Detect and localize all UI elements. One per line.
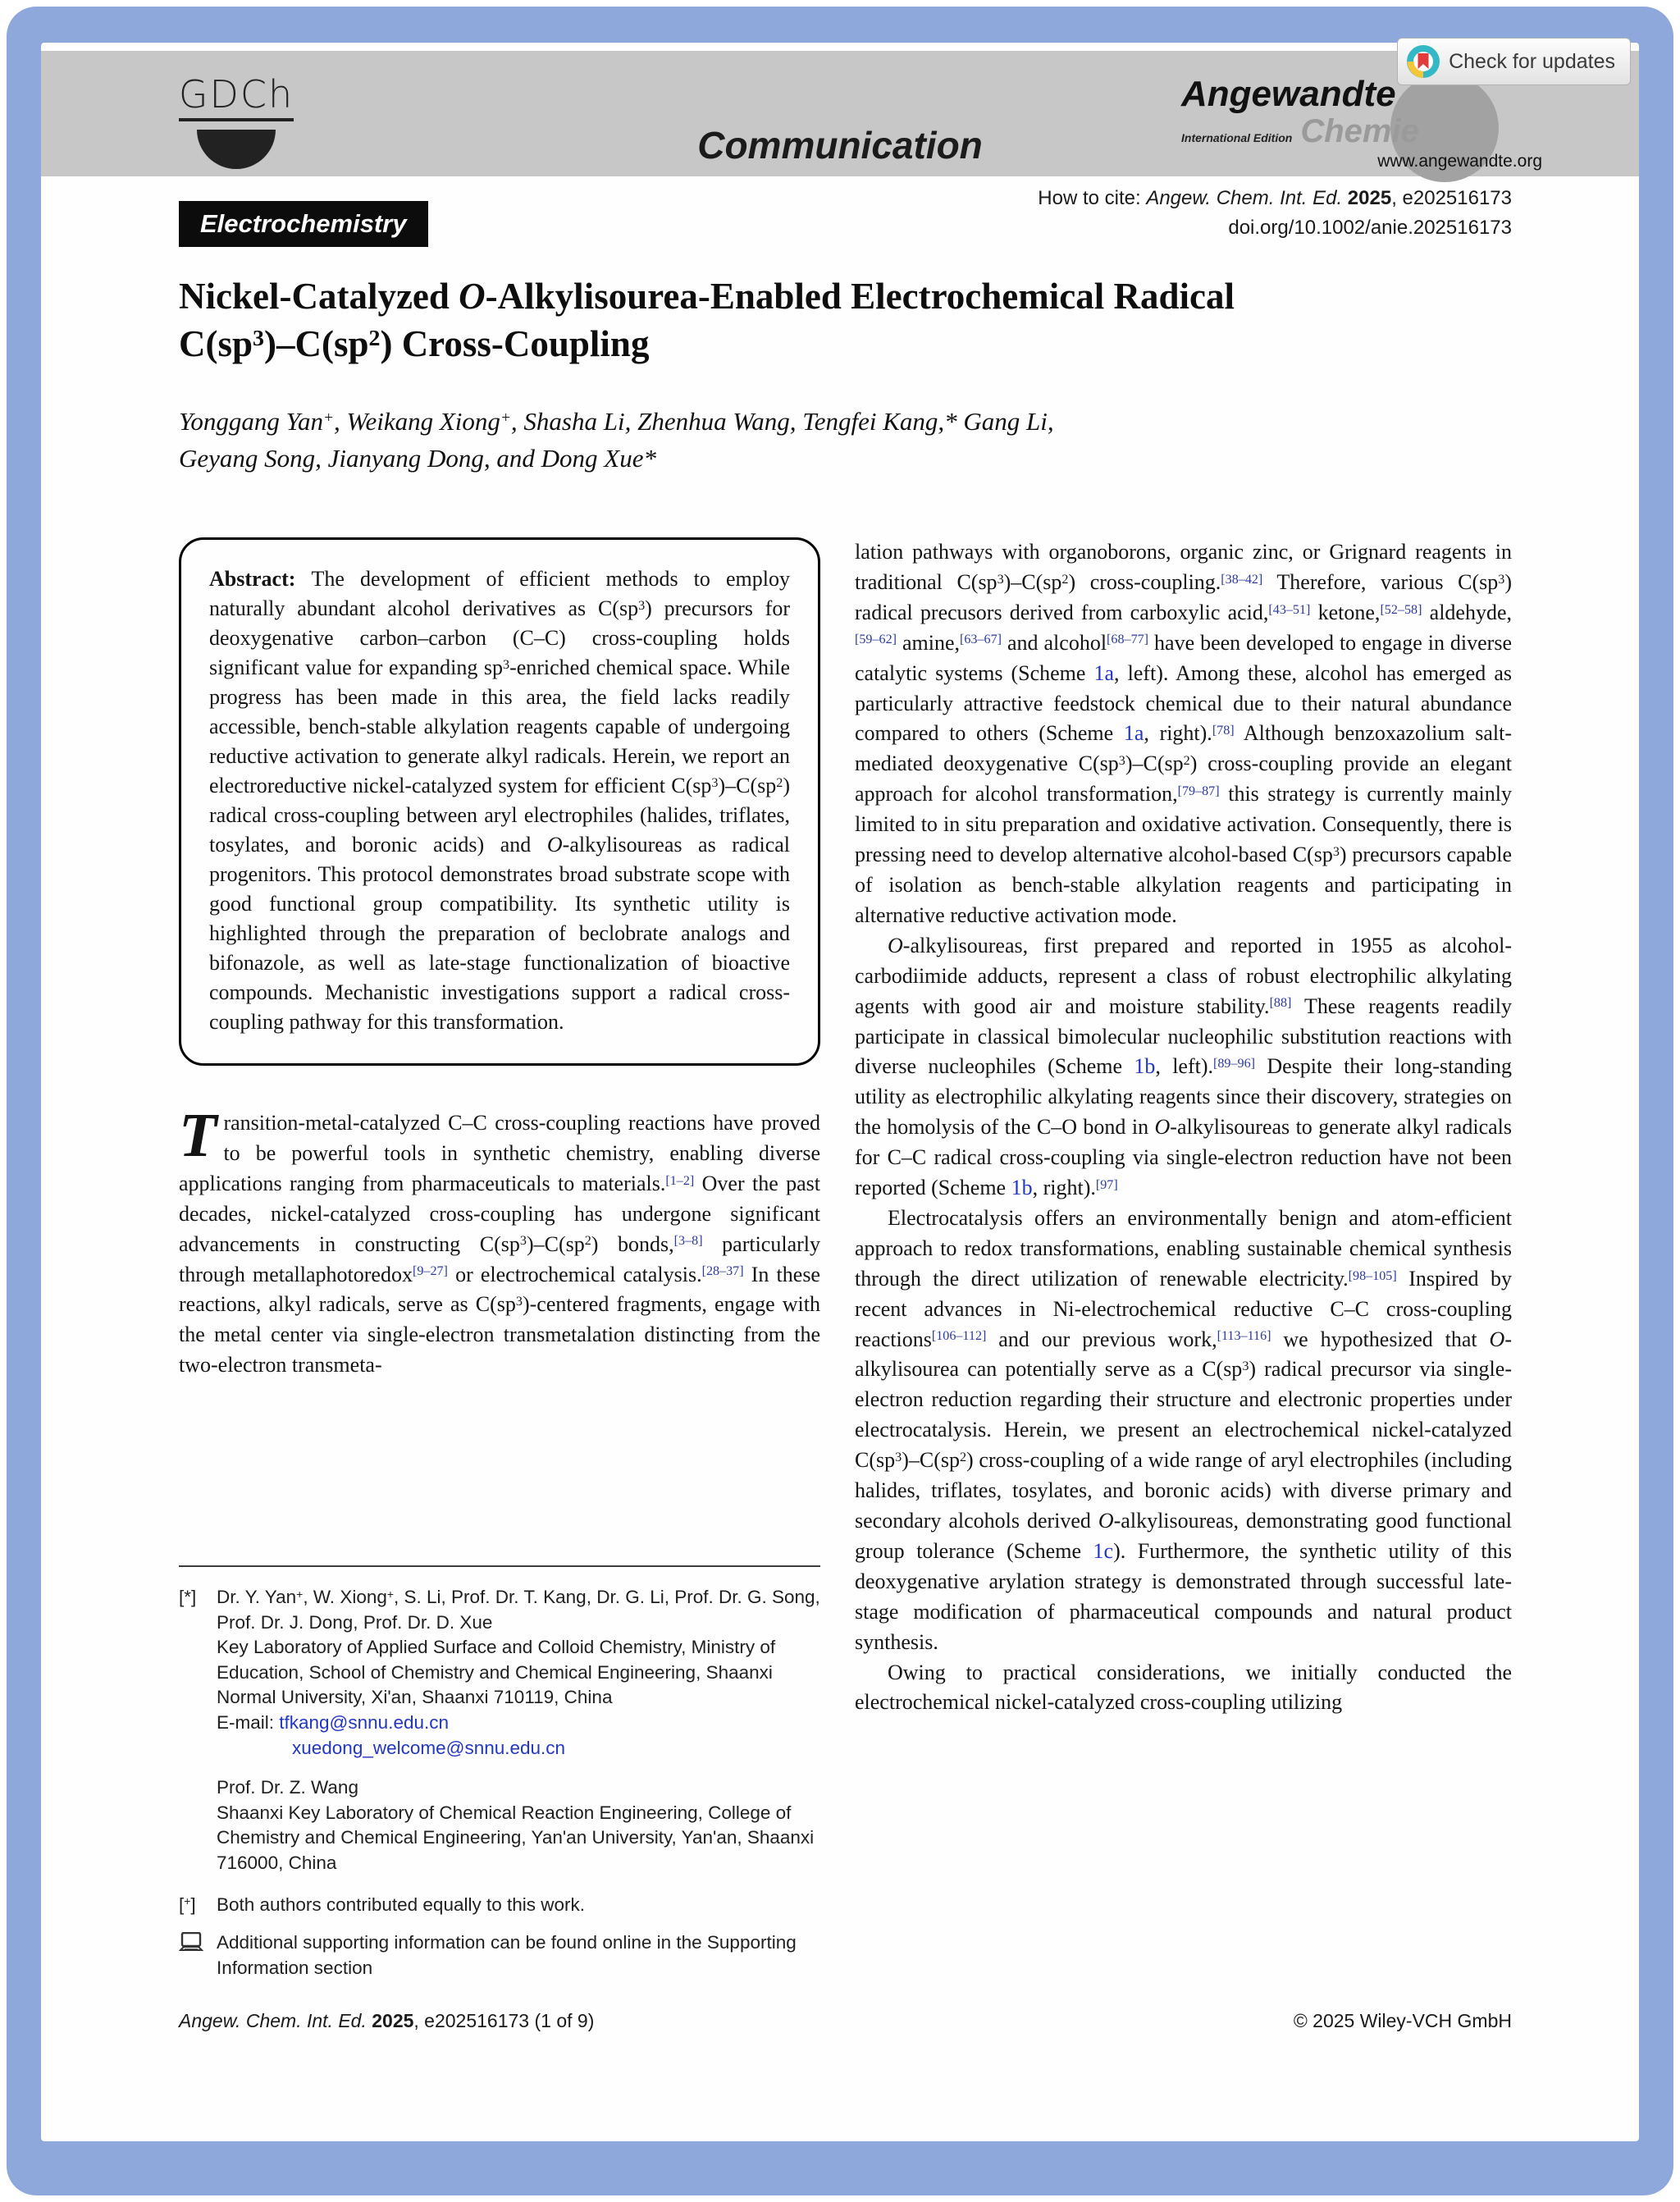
reference-link[interactable]: [97] bbox=[1095, 1177, 1118, 1192]
reference-link[interactable]: [89–96] bbox=[1213, 1057, 1256, 1071]
reference-link[interactable]: [9–27] bbox=[412, 1264, 448, 1279]
reference-link[interactable]: [98–105] bbox=[1348, 1268, 1397, 1283]
footnote-marker: [+] bbox=[179, 1894, 196, 1915]
how-to-cite bbox=[1038, 184, 1512, 243]
reference-link[interactable]: [78] bbox=[1212, 724, 1235, 738]
footnote-contribution: [+] Both authors contributed equally to this work. bbox=[179, 1893, 820, 1918]
angewandte-url[interactable]: www.angewandte.org bbox=[1377, 152, 1542, 171]
article-type-label: Communication bbox=[697, 124, 983, 167]
authors-line: Yonggang Yan+, Weikang Xiong+, Shasha Li, Zhenhua Wang, Tengfei Kang,* Gang Li, Geyang Song, Jianyang Dong, and Dong Xue* bbox=[179, 407, 1054, 473]
crossmark-circle-icon bbox=[1406, 44, 1440, 79]
abstract-box bbox=[179, 537, 820, 1066]
reference-link[interactable]: [1–2] bbox=[665, 1173, 695, 1188]
angewandte-chemie: Chemie bbox=[1300, 113, 1419, 149]
angewandte-name: Angewandte bbox=[1181, 74, 1396, 114]
reference-link[interactable]: [28–37] bbox=[701, 1264, 744, 1279]
footnote-affiliation-1: [*] Dr. Y. Yan+, W. Xiong+, S. Li, Prof. Dr. T. Kang, Dr. G. Li, Prof. Dr. G. Song, Prof. Dr. J. Dong, Prof. Dr. D. Xue Key Laboratory of Applied Surface and Colloid Chemistry, Ministry of Education, School of Chemistry and Chemical Engineering, Shaanxi Normal University, Xi'an, Shaanxi 710119, China E-mail: tfkang@snnu.edu.cn xuedong_welcome@snnu.edu.cn bbox=[179, 1585, 820, 1761]
body-paragraph: O-alkylisoureas, first prepared and reported in 1955 as alcohol-carbodiimide adducts, represent a class of robust electrophilic alkylating agents with good air and moisture stability.[88] These reagents readily participate in classical bimolecular nucleophilic substitution reactions with diverse nucleophiles (Scheme 1b, left).[89–96] Despite their long-standing utility as electrophilic alkylating reagents since their discovery, strategies on the homolysis of the C–O bond in O-alkylisoureas to generate alkyl radicals for C–C radical cross-coupling via single-electron reduction have not been reported (Scheme 1b, right).[97] bbox=[855, 933, 1513, 1200]
reference-link[interactable]: [68–77] bbox=[1107, 633, 1149, 647]
body-paragraph: lation pathways with organoborons, organic zinc, or Grignard reagents in traditional $C(sp^3)-C(sp^2)$ cross-coupling.[38–42] Therefore, various $C(sp^3)$ radical precusors derived from carboxylic acid,[43–51] ketone,[52–58] aldehyde,[59–62] amine,[63–67] and alcohol[68–77] have been developed to engage in diverse catalytic systems (Scheme 1a, left). Among these, alcohol has emerged as particularly attractive feedstock chemical due to their natural abundance compared to others (Scheme 1a, right).[78] Although benzoxazolium salt-mediated deoxygenative $C(sp^3)-C(sp^2)$ cross-coupling provide an elegant approach for alcohol transformation,[79–87] this strategy is currently mainly limited to in situ preparation and oxidative activation. Consequently, there is pressing need to develop alternative alcohol-based $C(sp^3)$ precursors capable of isolation as bench-stable alkylation reagents and participating in alternative reductive activation mode. bbox=[855, 540, 1513, 927]
footnote-section bbox=[179, 1565, 820, 1994]
inline-link[interactable]: 1b bbox=[1134, 1054, 1156, 1079]
inline-link[interactable]: tfkang@snnu.edu.cn bbox=[279, 1711, 449, 1733]
check-for-updates-label: Check for updates bbox=[1449, 49, 1615, 73]
inline-link[interactable]: 1b bbox=[1011, 1176, 1033, 1200]
left-column bbox=[179, 537, 820, 1381]
reference-link[interactable]: [38–42] bbox=[1221, 572, 1263, 587]
reference-link[interactable]: [3–8] bbox=[673, 1234, 703, 1249]
reference-link[interactable]: [63–67] bbox=[960, 633, 1002, 647]
body-paragraph: Owing to practical considerations, we initially conducted the electrochemical nickel-catalyzed cross-coupling utilizing bbox=[855, 1660, 1512, 1715]
footnote-rule bbox=[179, 1565, 820, 1567]
footer-citation: Angew. Chem. Int. Ed. 2025, e202516173 (1 of 9) bbox=[179, 2010, 595, 2031]
reference-link[interactable]: [106–112] bbox=[931, 1329, 987, 1344]
article-page bbox=[41, 43, 1639, 2141]
inline-link[interactable]: 1a bbox=[1093, 660, 1115, 685]
drop-cap: T bbox=[179, 1101, 217, 1170]
abstract-text: Abstract: The development of efficient methods to employ naturally abundant alcohol derivatives as $C(sp^3)$ precursors for deoxygenative carbon–carbon (C–C) cross-coupling holds significant value for expanding $sp^3$-enriched chemical space. While progress has been made in this area, the field lacks readily accessible, bench-stable alkylation reagents capable of undergoing reductive activation to generate alkyl radicals. Herein, we report an electroreductive nickel-catalyzed system for efficient $C(sp^3)-C(sp^2)$ radical cross-coupling between aryl electrophiles (halides, triflates, tosylates, and boronic acids) and O-alkylisoureas as radical progenitors. This protocol demonstrates broad substrate scope with good functional group compatibility. Its synthetic utility is highlighted through the preparation of beclobrate analogs and bifonazole, as well as late-stage functionalization of bioactive compounds. Mechanistic investigations support a radical cross-coupling pathway for this transformation. bbox=[209, 567, 790, 1034]
footnote-marker: [*] bbox=[179, 1587, 197, 1607]
reference-link[interactable]: [59–62] bbox=[855, 633, 897, 647]
intro-paragraph bbox=[179, 1101, 820, 1381]
footnote-affiliation-2: Prof. Dr. Z. Wang Shaanxi Key Laboratory of Chemical Reaction Engineering, College of Chemistry and Chemical Engineering, Yan'an University, Yan'an, Shaanxi 716000, China bbox=[217, 1777, 815, 1873]
how-to-cite-line: How to cite: Angew. Chem. Int. Ed. 2025, e202516173 bbox=[1038, 187, 1512, 209]
laptop-icon bbox=[179, 1932, 203, 1953]
angewandte-intl-edition: International Edition bbox=[1181, 131, 1293, 144]
reference-link[interactable]: [79–87] bbox=[1177, 784, 1220, 798]
inline-link[interactable]: 1c bbox=[1093, 1538, 1114, 1563]
footer-copyright: © 2025 Wiley-VCH GmbH bbox=[1293, 2010, 1512, 2031]
doi-line[interactable]: doi.org/10.1002/anie.202516173 bbox=[1228, 217, 1512, 239]
body-paragraph: Electrocatalysis offers an environmentally benign and atom-efficient approach to redox transformations, enabling sustainable chemical synthesis through the direct utilization of renewable electricity.[98–105] Inspired by recent advances in Ni-electrochemical reductive C–C cross-coupling reactions[106–112] and our previous work,[113–116] we hypothesized that O-alkylisourea can potentially serve as a $C(sp^3)$ radical precursor via single-electron reduction regarding their structure and electronic properties under electrocatalysis. Herein, we present an electrochemical nickel-catalyzed $C(sp^3)-C(sp^2)$ cross-coupling of a wide range of aryl electrophiles (including halides, triflates, tosylates, and boronic acids) with diverse primary and secondary alcohols derived O-alkylisoureas, demonstrating good functional group tolerance (Scheme 1c). Furthermore, the synthetic utility of this deoxygenative arylation strategy is demonstrated through successful late-stage modification of pharmaceutical compounds and natural product synthesis. bbox=[855, 1205, 1512, 1654]
gdch-logo-text: GDCh bbox=[179, 72, 294, 121]
article-title: Nickel-Catalyzed O-Alkylisourea-Enabled Electrochemical Radical $C(sp^3)-C(sp^2)$ Cross-Coupling bbox=[179, 276, 1235, 364]
reference-link[interactable]: [52–58] bbox=[1380, 602, 1422, 617]
topic-badge: Electrochemistry bbox=[179, 201, 428, 247]
intro-text: ransition-metal-catalyzed C–C cross-coupling reactions have proved to be powerful tools in synthetic chemistry, enabling diverse applications ranging from pharmaceuticals to materials.[1–2] Over the past decades, nickel-catalyzed cross-coupling has undergone significant advancements in constructing $C(sp^3)-C(sp^2)$ bonds,[3–8] particularly through metallaphotoredox[9–27] or electrochemical catalysis.[28–37] In these reactions, alkyl radicals, serve as $C(sp^3)$-centered fragments, engage with the metal center via single-electron transmetalation distincting from the two-electron transmeta- bbox=[179, 1111, 820, 1377]
footnote-supporting-info: Additional supporting information can be found online in the Supporting Information section bbox=[179, 1930, 820, 1980]
inline-link[interactable]: xuedong_welcome@snnu.edu.cn bbox=[292, 1737, 566, 1758]
reference-link[interactable]: [113–116] bbox=[1217, 1329, 1271, 1344]
reference-link[interactable]: [43–51] bbox=[1268, 602, 1311, 617]
angewandte-logo bbox=[1181, 74, 1542, 171]
check-for-updates-button[interactable] bbox=[1397, 38, 1631, 85]
reference-link[interactable]: [88] bbox=[1269, 996, 1292, 1011]
right-column bbox=[855, 537, 1512, 1718]
inline-link[interactable]: 1a bbox=[1123, 721, 1144, 746]
